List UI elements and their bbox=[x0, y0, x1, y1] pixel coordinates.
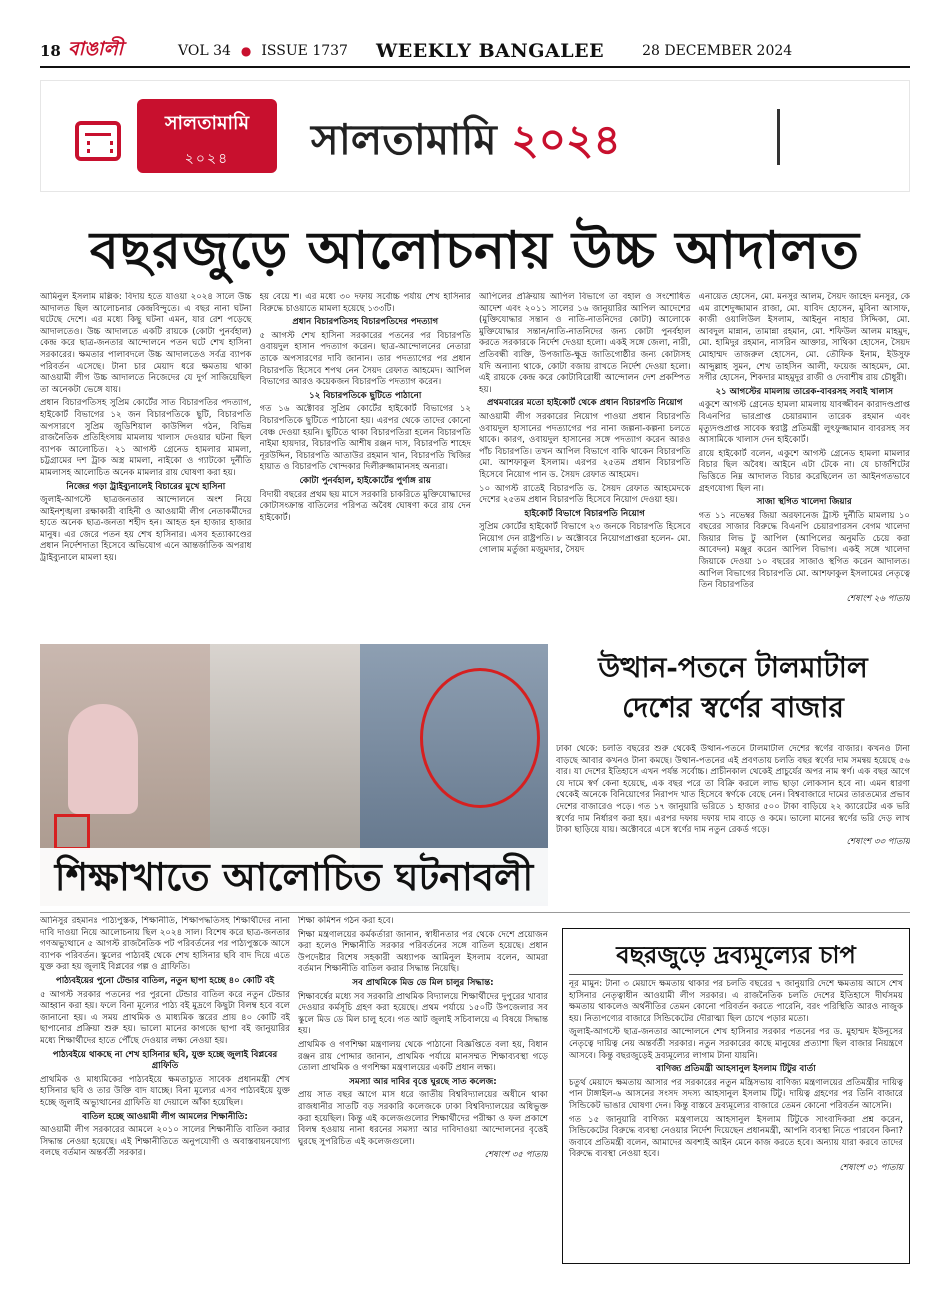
paragraph: শিক্ষা কমিশন গঠন করা হবে। bbox=[298, 916, 394, 926]
banner-cursor bbox=[777, 109, 780, 165]
paragraph: হয় বেয়ে শ। এর মধ্যে ৩০ দফায় সর্বোচ্চ পর্যায় শেখ হাসিনার বিরুদ্ধে চাওয়াতে মামলা হয়েছে ১৩৩টি। bbox=[259, 292, 471, 314]
paragraph: প্রাথমিক ও মাধ্যমিকের পাঠ্যবইয়ে ক্ষমতাচ্যুত সাবেক প্রধানমন্ত্রী শেখ হাসিনার ছবি ও তার উক্তি বাদ যাচ্ছে। বিনা মূল্যের এসব পাঠ্যবইয়ে যুক্ত হচ্ছে জুলাই অভ্যুত্থানের গ্রাফিতি যা দেয়ালে আঁকা হয়েছিল। bbox=[40, 1074, 290, 1108]
paragraph: গত ১৫ জানুয়ারি বাণিজ্য মন্ত্রণালয়ে আহসানুল ইসলাম টিটুকে সাংবাদিকরা প্রশ্ন করেন, সিন্ডিকেটের বিরুদ্ধে ব্যবস্থা নেওয়ার নির্দেশ দিয়েছেন প্রধানমন্ত্রী, আপনি ব্যবস্থা নিতে পারবেন কিনা? জবাবে প্রতিমন্ত্রী বলেন, আমাদের অবশ্যই আইন মেনে কাজ করতে হবে। অন্যায় যারা করবে তাদের বিরুদ্ধে ব্যবস্থা নেওয়া হবে। bbox=[569, 1114, 903, 1160]
education-column-1 bbox=[40, 916, 290, 1260]
court-column-4 bbox=[699, 292, 911, 632]
paragraph: জুলাই-আগস্টে ছাত্র-জনতার আন্দোলনে শেখ হাসিনার সরকার পতনের পর ড. মুহাম্মদ ইউনূসের নেতৃত্বে দায়িত্ব নেয় অন্তর্বর্তী সরকার। নতুন সরকারের কাছে মানুষের প্রত্যাশা ছিল বাজার নিয়ন্ত্রণে আসবে। কিন্তু বছরজুড়েই দ্রব্যমূল্যের লাগাম টানা যায়নি। bbox=[569, 1027, 903, 1061]
year-review-badge bbox=[137, 99, 277, 173]
paragraph: ৫ আগস্ট সরকার পতনের পর পুরনো টেন্ডার বাতিল করে নতুন টেন্ডার আহ্বান করা হয়। ফলে বিনা মূল্যের পাঠ্য বই মুদ্রণে কিছুটা বিলম্ব হবে বলে জানানো হয়। এ সময় প্রাথমিক ও মাধ্যমিক স্তরের প্রায় ৪০ কোটি বই ছাপানোর প্রক্রিয়া শুরু হয়। ভালো মানের কাগজে ছাপা বই জানুয়ারির মধ্যে শিক্ষার্থীদের হাতে পৌঁছে দেওয়ার লক্ষ্য নেওয়া হয়। bbox=[40, 989, 290, 1046]
paragraph: সুপ্রিম কোর্টের হাইকোর্ট বিভাগে ২৩ জনকে বিচারপতি হিসেবে নিয়োগ দেন রাষ্ট্রপতি। ৮ অক্টোবরে নিয়োগপ্রাপ্তরা হলেন- মো. গোলাম মর্তুজা মজুমদার, সৈয়দ bbox=[479, 522, 691, 556]
issue-date: 28 DECEMBER 2024 bbox=[642, 43, 793, 59]
subheading: পাঠ্যবইয়ে থাকছে না শেখ হাসিনার ছবি, যুক্ত হচ্ছে জুলাই বিপ্লবের গ্রাফিতি bbox=[52, 1049, 278, 1072]
highlight-square bbox=[54, 814, 90, 850]
paragraph: শিক্ষা মন্ত্রণালয়ের কর্মকর্তারা জানান, স্বাধীনতার পর থেকে দেশে প্রয়োজন করা হলেও শিক্ষানীতি সরকার পরিবর্তনের সঙ্গে বাতিল হয়েছে। প্রধান উপদেষ্টার বিশেষ সহকারী অধ্যাপক আমিনুল ইসলাম বলেন, আমরা বর্তমান শিক্ষানীতি বাতিল করার সিদ্ধান্ত নিয়েছি। bbox=[298, 929, 548, 975]
banner-title-text: সালতামামি bbox=[311, 115, 497, 164]
paragraph: জুলাই-আগস্টে ছাত্রজনতার আন্দোলনে অংশ নিয়ে আইনশৃঙ্খলা রক্ষাকারী বাহিনী ও আওয়ামী লীগ নেতাকর্মীদের হাতে অনেক ছাত্র-জনতা শহীদ হন। আহত হন হাজার হাজার মানুষ। এর জেরে পতন হয় শেখ হাসিনার। এসব হত্যাকাণ্ডের প্রধান নির্দেশদাতা হিসেবে অভিযোগ এনে আন্তর্জাতিক অপরাধ ট্রাইব্যুনালে মামলা হয়। bbox=[40, 495, 252, 564]
education-headline: শিক্ষাখাতে আলোচিত ঘটনাবলী bbox=[40, 848, 548, 908]
continuation-note: শেষাংশ ৩৩ পাতায় bbox=[846, 836, 910, 847]
paragraph: প্রাথমিক ও গণশিক্ষা মন্ত্রণালয় থেকে পাঠানো বিজ্ঞপ্তিতে বলা হয়, বিধান রঞ্জন রায় পোদ্দার জানান, প্রাথমিক পর্যায়ে মানসম্মত শিক্ষাব্যবস্থা গড়ে তোলা প্রাথমিক ও গণশিক্ষা মন্ত্রণালয়ের একটি প্রধান লক্ষ্য। bbox=[298, 1039, 548, 1074]
paragraph: আওয়ামী লীগ সরকারের নিয়োগ পাওয়া প্রধান বিচারপতি ওবায়দুল হাসানের পদত্যাগের পর নানা জল্পনা-কল্পনা চলতে থাকে। কারণ, ওবায়দুল হাসানের সঙ্গে পদত্যাগ করেন আরও পাঁচ বিচারপতি। তখন আপিল বিভাগে বাকি থাকেন বিচারপতি মো. আশফাকুল ইসলাম। এরপর ২৫তম প্রধান বিচারপতি হিসেবে নিয়োগ পান ড. সৈয়দ রেফাত আহমেদ। bbox=[479, 411, 691, 480]
continuation-note: শেষাংশ ৩১ পাতায় bbox=[839, 1162, 903, 1173]
paragraph: গত ১১ নভেম্বর জিয়া অরফানেজ ট্রাস্ট দুর্নীতি মামলায় ১০ বছরের সাজার বিরুদ্ধে বিএনপি চেয়ারপারসন বেগম খালেদা জিয়ার লিভ টু আপিল (আপিলের অনুমতি চেয়ে করা আবেদন) মঞ্জুর করেন আপিল বিভাগ। একই সঙ্গে খালেদা জিয়াকে দেওয়া ১০ বছরের সাজাও স্থগিত করেন আদালত। আপিল বিভাগের বিচারপতি মো. আশফাকুল ইসলামের নেতৃত্বে তিন বিচারপতির bbox=[698, 510, 910, 591]
badge-title: সালতামামি bbox=[164, 112, 250, 134]
subheading: বাতিল হচ্ছে আওয়ামী লীগ আমলের শিক্ষানীতি: bbox=[82, 1111, 248, 1122]
subheading: বাণিজ্য প্রতিমন্ত্রী আহসানুল ইসলাম টিটুর বার্তা bbox=[656, 1064, 816, 1075]
paragraph: আপিলের প্রক্রিয়ায় আপিল বিভাগে তা বহাল ও সংশোধিত আদেশ এবং ২০১১ সালের ১৬ জানুয়ারির আপিল আদেশের (মুক্তিযোদ্ধার সন্তান ও নাতি-নাতনিদের কোটা) আলোকে মুক্তিযোদ্ধার সন্তান/নাতি-নাতনিদের জন্য কোটা পুনর্বহাল করতে সরকারকে নির্দেশ দেওয়া হলো। একই সঙ্গে জেলা, নারী, প্রতিবন্ধী ব্যক্তি, উপজাতি-ক্ষুদ্র জাতিগোষ্ঠীর জন্য কোটাসহ যদি অন্যান্য থাকে, কোটা বজায় রাখতে নির্দেশ দেওয়া হলো। এই রায়কে কেন্দ্র করে কোটাবিরোধী আন্দোলন দেশ প্রকম্পিত হয়। bbox=[479, 292, 691, 395]
gold-article bbox=[556, 744, 910, 910]
masthead bbox=[40, 38, 910, 64]
price-article-box bbox=[562, 928, 910, 1264]
court-column-3 bbox=[479, 292, 691, 632]
education-column-2 bbox=[298, 916, 548, 1260]
paragraph: আওয়ামী লীগ সরকারের আমলে ২০১০ সালের শিক্ষানীতি বাতিল করার সিদ্ধান্ত নেওয়া হয়েছে। এই শিক্ষানীতিতে অনুপযোগী ও অবাস্তবায়নযোগ্য বলছে বর্তমান অন্তর্বর্তী সরকার। bbox=[40, 1125, 290, 1159]
badge-year: ২০২৪ bbox=[184, 151, 230, 167]
subheading: ১২ বিচারপতিকে ছুটিতে পাঠানো bbox=[309, 390, 422, 401]
gold-headline-line-1: উত্থান-পতনে টালমাটাল bbox=[598, 651, 868, 684]
subheading: সমস্যা আর দাবির বৃত্তে ঘুরছে সাত কলেজ: bbox=[349, 1076, 497, 1087]
education-article bbox=[40, 916, 548, 1260]
subheading: কোটা পুনর্বহাল, হাইকোর্টের পুর্ণাঙ্গ রায় bbox=[299, 475, 431, 486]
volume: VOL 34 bbox=[178, 43, 231, 59]
banner-title bbox=[311, 107, 621, 178]
section-divider bbox=[40, 912, 910, 913]
subheading: ২১ আগস্টের মামলায় তারেক-বাবরসহ সবাই খালাস bbox=[715, 386, 894, 397]
continuation-note: শেষাংশ ২৬ পাতায় bbox=[846, 593, 910, 604]
subheading: সব প্রাথমিকে মিড ডে মিল চালুর সিদ্ধান্ত: bbox=[352, 977, 494, 988]
subheading: প্রধান বিচারপতিসহ বিচারপতিদের পদত্যাগ bbox=[292, 317, 439, 328]
subheading: হাইকোর্ট বিভাগে বিচারপতি নিয়োগ bbox=[524, 508, 645, 519]
masthead-divider bbox=[40, 66, 910, 68]
banner-title-year: ২০২৪ bbox=[511, 115, 621, 164]
court-article bbox=[40, 292, 910, 632]
paragraph: এনায়েত হোসেন, মো. মনসুর আলম, সৈয়দ জাহেদ মনসুর, কে এম রাশেদুজ্জামান রাজা, মো. যাবিদ হোসেন, মুবিনা আসাফ, কাজী ওয়ালিউল ইসলাম, আইনুন নাহার সিদ্দিকা, মো. আবদুল মান্নান, তামান্না রহমান, মো. শফিউল আলম মাহমুদ, মো. হামিদুর রহমান, নাসরিন আক্তার, সাথিকা হোসেন, সৈয়দ মোহাম্মদ তাজরুল হোসেন, মো. তৌফিক ইনাম, ইউসুফ আব্দুল্লাহ সুমন, শেখ তাহসিন আলী, ফয়েজ আহমেদ, মো. সগীর হোসেন, শিকদার মাহমুদুর রাজী ও দেবাশীষ রায় চৌধুরী। bbox=[698, 292, 910, 384]
continuation-note: শেষাংশ ৩৫ পাতায় bbox=[484, 1150, 548, 1161]
paragraph: চতুর্থ মেয়াদে ক্ষমতায় আসার পর সরকারের নতুন মন্ত্রিসভায় বাণিজ্য মন্ত্রণালয়ের প্রতিমন্ত্রীর দায়িত্ব পান টাঙ্গাইল-৬ আসনের সংসদ সদস্য আহসানুল ইসলাম টিটু। দায়িত্ব গ্রহণের পর তিনি বাজারে সিন্ডিকেট ভাঙার ঘোষণা দেন। কিন্তু বাস্তবে দ্রব্যমূল্যের বাজারে তেমন কোনো পরিবর্তন আসেনি। bbox=[569, 1077, 903, 1111]
issue: ISSUE 1737 bbox=[261, 43, 348, 59]
paragraph: একুশে আগস্ট গ্রেনেড হামলা মামলায় যাবজ্জীবন কারাদণ্ডপ্রাপ্ত বিএনপির ভারপ্রাপ্ত চেয়ারম্যান তারেক রহমান এবং মৃত্যুদণ্ডপ্রাপ্ত সাবেক স্বরাষ্ট্র প্রতিমন্ত্রী লুৎফুজ্জামান বাবরসহ সব আসামিকে খালাস দেন হাইকোর্ট। bbox=[698, 400, 910, 446]
page-number: 18 bbox=[40, 42, 61, 60]
newspaper-logo: বাঙালী bbox=[68, 38, 124, 60]
paragraph: ৫ আগস্ট শেখ হাসিনা সরকারের পতনের পর বিচারপতি ওবায়দুল হাসান পদত্যাগ করেন। ছাত্র-আন্দোলনের নেতারা তাকে অপসারণের দাবি জানান। তার পদত্যাগের পর প্রধান বিচারপতি হিসেবে শপথ নেন সৈয়দ রেফাত আহমেদ। আপিল বিভাগের আরও কয়েকজন বিচারপতি পদত্যাগ করেন। bbox=[259, 330, 471, 388]
year-review-banner bbox=[40, 80, 910, 192]
person-figure bbox=[68, 704, 138, 814]
paragraph: নূর মামুন: টানা ৩ মেয়াদে ক্ষমতায় থাকার পর চলতি বছরের ৭ জানুয়ারি দেশে ক্ষমতায় আসে শেখ হাসিনার নেতৃত্বাধীন আওয়ামী লীগ সরকার। এ রাজনৈতিক চলতি দেশের ইতিহাসে দীর্ঘসময় ক্ষমতায় থাকলেও অর্থনীতির তেমন কোনো পরিবর্তন করতে পারেনি, বরং পরিস্থিতি আরও নাজুক হয়। নিত্যপণ্যের বাজারে সিন্ডিকেটের দৌরাত্ম্য ছিল চোখে পড়ার মতো। bbox=[569, 979, 903, 1024]
court-headline: বছরজুড়ে আলোচনায় উচ্চ আদালত bbox=[89, 220, 861, 281]
paragraph: প্রায় সাত বছর আগে মাস ধরে জাতীয় বিশ্ববিদ্যালয়ের অধীনে থাকা রাজধানীর সাতটি বড় সরকারি কলেজকে ঢাকা বিশ্ববিদ্যালয়ের অধিভুক্ত করা হয়েছিল। কিন্তু এই কলেজগুলোর শিক্ষার্থীদের পরীক্ষা ও ফল প্রকাশে বিলম্ব হওয়ায় নানা ধরনের সমস্যা আর দাবিদাওয়া আন্দোলনের বৃত্তেই ঘুরছে সুপরিচিত এই কলেজগুলো। bbox=[298, 1090, 548, 1147]
paragraph: আনিসুর রহমানঃ পাঠ্যপুস্তক, শিক্ষানীতি, শিক্ষাপদ্ধতিসহ শিক্ষার্থীদের নানা দাবি দাওয়া নিয়ে আলোচনায় ছিল ২০২৪ সাল। বিশেষ করে ছাত্র-জনতার গণঅভ্যুত্থানে ৫ আগস্ট রাজনৈতিক পট পরিবর্তনের পর পাঠ্যপুস্তকে আসে ব্যাপক পরিবর্তন। স্কুলের পাঠ্যবই থেকে শেখ হাসিনার ছবি বাদ দিয়ে এতে যুক্ত করা হয় জুলাই বিপ্লবের গল্প ও গ্রাফিতি। bbox=[40, 916, 290, 973]
paragraph: গত ১৬ অক্টোবর সুপ্রিম কোর্টের হাইকোর্ট বিভাগের ১২ বিচারপতিকে ছুটিতে পাঠানো হয়। এরপর থেকে তাদের কোনো বেঞ্চ দেওয়া হয়নি। ছুটিতে থাকা বিচারপতিরা হলেন বিচারপতি নাইমা হায়দার, বিচারপতি আশীষ রঞ্জন দাস, বিচারপতি শাহেদ নূরউদ্দিন, বিচারপতি আতাউর রহমান খান, বিচারপতি খিজির হায়াত ও বিচারপতি খোন্দকার দিলীরুজ্জামানসহ অন্যরা। bbox=[259, 404, 471, 473]
calendar-icon bbox=[75, 121, 121, 161]
paragraph: আমিনুল ইসলাম মল্লিক: বিদায় হতে যাওয়া ২০২৪ সালে উচ্চ আদালত ছিল আলোচনার কেন্দ্রবিন্দুতে। এ বছর নানা ঘটনা ঘটেছে দেশে। এর মধ্যে কিছু ঘটনা এমন, যার রেশ পড়েছে আদালতেও। উচ্চ আদালতে একটি রায়কে (কোটা পুনর্বহাল) কেন্দ্র করে ছাত্র-জনতার আন্দোলনে পতন ঘটে শেখ হাসিনা সরকারের। ক্ষমতার পালাবদলে উচ্চ আদালতেও সর্বত্র ব্যাপক পরিবর্তন এসেছে। টানা চার মেয়াদ ধরে ক্ষমতায় থাকা আওয়ামী লীগ উচ্চ আদালতে নিজেদের যে দুর্গ সাজিয়েছিল তা অনেকটা ভেঙ্গে যায়। bbox=[40, 292, 252, 395]
price-headline: বছরজুড়ে দ্রব্যমূল্যের চাপ bbox=[569, 935, 903, 975]
highlight-circle bbox=[420, 668, 540, 808]
bullet-icon: ● bbox=[240, 44, 252, 58]
paper-name: WEEKLY BANGALEE bbox=[375, 40, 605, 62]
court-column-1 bbox=[40, 292, 252, 632]
court-column-2 bbox=[260, 292, 472, 632]
subheading: পাঠ্যবইয়ের পুনো টেন্ডার বাতিল, নতুন ছাপা হচ্ছে ৪০ কোটি বই bbox=[55, 975, 275, 986]
paragraph: ঢাকা থেকে: চলতি বছরের শুরু থেকেই উত্থান-পতনে টালমাটাল দেশের স্বর্ণের বাজার। কখনও টানা বাড়ছে আবার কখনও টানা কমছে। উত্থান-পতনের এই প্রবণতায় চলতি বছর স্বর্ণের দাম সমন্বয় হয়েছে ৫৬ বার। যা দেশের ইতিহাসে এখন পর্যন্ত সর্বোচ্চ। প্রাচীনকাল থেকেই প্রাচুর্যের অপর নাম স্বর্ণ। এক বছর আগে যে দামে স্বর্ণ কেনা হয়েছে, এক বছর পরে তা বিক্রি করলে লাভ ছাড়া লোকসান হবে না। এমন ধারণা থেকেই অনেকে বিনিয়োগের নিরাপদ খাত হিসেবে স্বর্ণকে বেছে নেন। বিশ্ববাজারে দামের তারতম্যের প্রভাব দেশের বাজারেও পড়ে। গত ১৭ জানুয়ারি ভরিতে ১ হাজার ৫০০ টাকা বাড়িয়ে ২২ ক্যারেটের এক ভরি স্বর্ণের দাম নির্ধারণ করা হয়। এরপর দফায় দফায় দাম বাড়ে ও কমে। ভালো মানের স্বর্ণের ভরি দেড় লাখ টাকা ছাড়িয়ে যায়। অক্টোবরে এসে স্বর্ণের দাম নতুন রেকর্ড গড়ে। bbox=[556, 744, 910, 836]
paragraph: প্রধান বিচারপতিসহ সুপ্রিম কোর্টের সাত বিচারপতির পদত্যাগ, হাইকোর্ট বিভাগের ১২ জন বিচারপতিকে ছুটি, বিচারপতি অপসারণে সুপ্রিম জুডিশিয়াল কাউন্সিল গঠন, বিভিন্ন রাজনৈতিক প্রতিহিংসায় মামলায় খালাস দেওয়ার ঘটনা ছিল ব্যাপক আলোচিত। ২১ আগস্ট গ্রেনেড হামলার মামলা, চট্টগ্রামের দশ ট্রাক অস্ত্র মামলা, নাইকো ও গ্যাটকো দুর্নীতি মামলাসহ আলোচিত অনেক মামলার রায় ঘোষণা করা হয়। bbox=[40, 398, 252, 478]
paragraph: শিক্ষাবর্ষের মধ্যে সব সরকারি প্রাথমিক বিদ্যালয়ে শিক্ষার্থীদের দুপুরের খাবার দেওয়ার কর্মসূচি গ্রহণ করা হয়েছে। প্রথম পর্যায়ে ১৫০টি উপজেলার সব স্কুলে মিড ডে মিল চালু হবে। গত আট জুলাই সচিবালয়ে এ বিষয়ে সিদ্ধান্ত হয়। bbox=[298, 991, 548, 1037]
gold-headline bbox=[556, 648, 910, 736]
paragraph: রায়ে হাইকোর্ট বলেন, একুশে আগস্ট গ্রেনেড হামলা মামলার বিচার ছিল অবৈধ। আইনে এটা টেকে না। যে চার্জশিটের ভিত্তিতে নিম্ন আদালত বিচার করেছিলেন তা আইনগতভাবে গ্রহণযোগ্য ছিল না। bbox=[698, 448, 910, 494]
gold-headline-line-2: দেশের স্বর্ণের বাজার bbox=[622, 691, 844, 724]
subheading: সাজা স্থগিত খালেদা জিয়ার bbox=[756, 497, 852, 508]
paragraph: বিদায়ী বছরের প্রথম ছয় মাসে সরকারি চাকরিতে মুক্তিযোদ্ধাদের কোটাসংক্রান্ত বাতিলের পরিপত্র অবৈধ ঘোষণা করে রায় দেন হাইকোর্ট। bbox=[259, 489, 471, 523]
subheading: প্রথমবারের মতো হাইকোর্ট থেকে প্রধান বিচারপতি নিয়োগ bbox=[486, 398, 683, 409]
subheading: নিজের গড়া ট্রাইব্যুনালেই বিচারের মুখে হাসিনা bbox=[66, 481, 226, 492]
paragraph: ১০ আগস্ট রাতেই বিচারপতি ড. সৈয়দ রেফাত আহমেদকে দেশের ২৫তম প্রধান বিচারপতি হিসেবে নিয়োগ দেওয়া হয়। bbox=[479, 483, 691, 506]
